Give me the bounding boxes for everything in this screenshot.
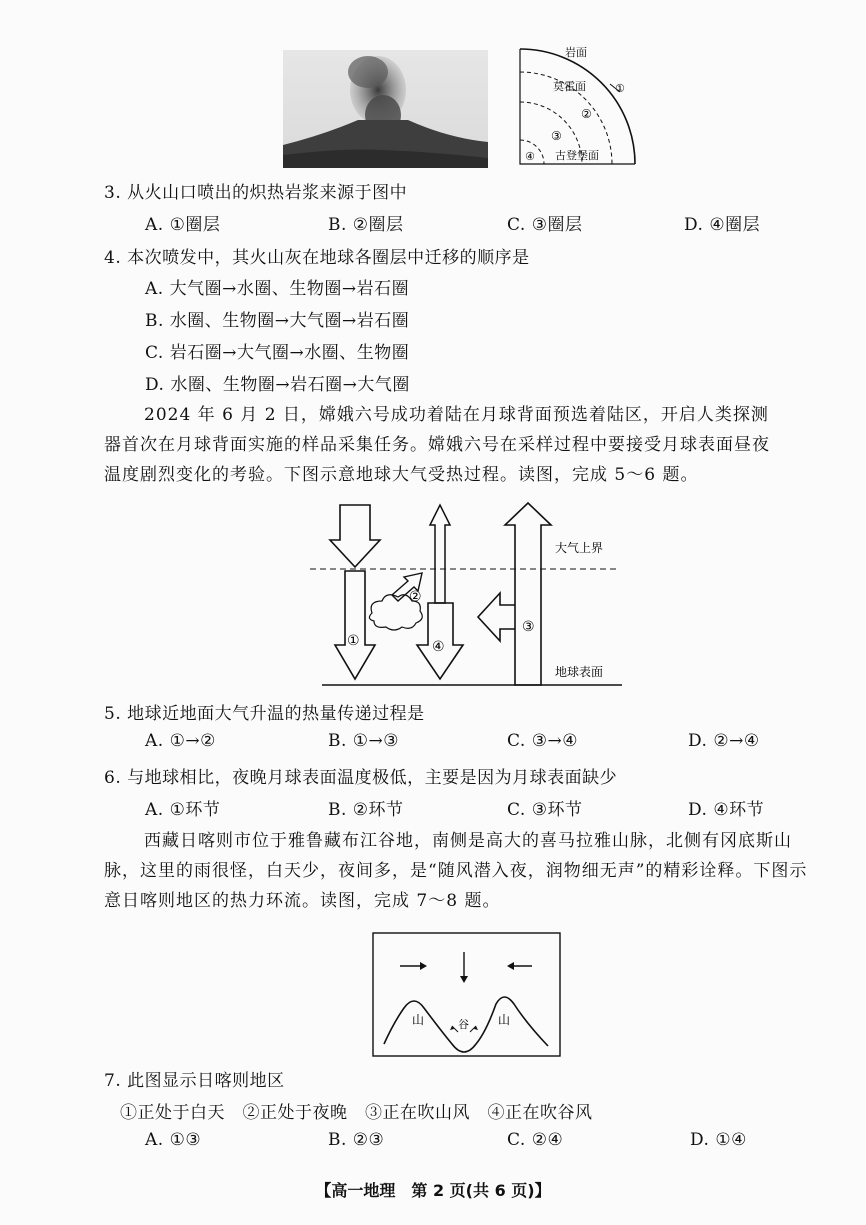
q7-choices: ①正处于白天 ②正处于夜晚 ③正在吹山风 ④正在吹谷风 (120, 1103, 593, 1123)
q3-option-c[interactable]: C. ③圈层 (507, 215, 583, 235)
earth-layers-diagram (515, 44, 640, 169)
q5-option-d[interactable]: D. ②→④ (688, 731, 760, 751)
q4-option-a[interactable]: A. 大气圈→水圈、生物圈→岩石圈 (145, 279, 410, 299)
q6-option-d[interactable]: D. ④环节 (688, 800, 765, 820)
valley-circulation-diagram (372, 932, 562, 1058)
atmospheric-heating-diagram (300, 495, 630, 695)
passage-chang-e-6: 2024 年 6 月 2 日，嫦娥六号成功着陆在月球背面预选着陆区，开启人类探测器首次在月球背面实施的样品采集任务。嫦娥六号在采样过程中要接受月球表面昼夜温度剧烈变化的考验。下图示意地球大气受热过程。读图，完成 5～6 题。 (104, 405, 770, 485)
passage-shigatse: 西藏日喀则市位于雅鲁藏布江谷地，南侧是高大的喜马拉雅山脉，北侧有冈底斯山脉，这里的雨很怪，白天少，夜间多，是“随风潜入夜，润物细无声”的精彩诠释。下图示意日喀则地区的热力环流。读图，完成 7～8 题。 (104, 831, 808, 911)
q7-option-c[interactable]: C. ②④ (507, 1130, 564, 1150)
q5-stem: 5. 地球近地面大气升温的热量传递过程是 (104, 704, 425, 724)
q7-option-d[interactable]: D. ①④ (690, 1130, 747, 1150)
q4-option-b[interactable]: B. 水圈、生物圈→大气圈→岩石圈 (145, 311, 410, 331)
q4-option-d[interactable]: D. 水圈、生物圈→岩石圈→大气圈 (145, 375, 410, 395)
q6-option-c[interactable]: C. ③环节 (507, 800, 583, 820)
volcano-photo (283, 50, 488, 168)
marker-4: ④ (432, 639, 445, 655)
marker-1: ① (347, 633, 360, 649)
mountain-right-label: 山 (498, 1013, 511, 1027)
q5-option-c[interactable]: C. ③→④ (507, 731, 578, 751)
marker-3: ③ (522, 619, 535, 635)
moho-label: 莫霍面 (553, 80, 586, 93)
rock-surface-label: 岩面 (565, 46, 587, 59)
q7-option-a[interactable]: A. ①③ (145, 1130, 202, 1150)
q4-stem: 4. 本次喷发中，其火山灰在地球各圈层中迁移的顺序是 (104, 248, 530, 268)
q5-option-a[interactable]: A. ①→② (145, 731, 216, 751)
q3-option-d[interactable]: D. ④圈层 (684, 215, 761, 235)
mountain-left-label: 山 (412, 1013, 425, 1027)
layer-2-marker: ② (581, 107, 592, 121)
q7-stem: 7. 此图显示日喀则地区 (104, 1071, 285, 1091)
q3-option-b[interactable]: B. ②圈层 (328, 215, 404, 235)
marker-2: ② (409, 589, 422, 605)
earth-surface-label: 地球表面 (555, 665, 604, 679)
layer-1-marker: ① (615, 82, 625, 95)
atmosphere-top-label: 大气上界 (555, 541, 604, 555)
q6-option-a[interactable]: A. ①环节 (145, 800, 221, 820)
q5-option-b[interactable]: B. ①→③ (328, 731, 400, 751)
q4-option-c[interactable]: C. 岩石圈→大气圈→水圈、生物圈 (145, 343, 410, 363)
valley-label: 谷 (458, 1018, 469, 1031)
q3-option-a[interactable]: A. ①圈层 (145, 215, 221, 235)
q6-option-b[interactable]: B. ②环节 (328, 800, 404, 820)
gutenberg-label: 古登堡面 (555, 149, 599, 162)
q7-option-b[interactable]: B. ②③ (328, 1130, 385, 1150)
layer-4-marker: ④ (525, 150, 535, 163)
layer-3-marker: ③ (551, 129, 562, 143)
page-footer: 【高一地理 第 2 页(共 6 页)】 (315, 1181, 551, 1200)
q3-stem: 3. 从火山口喷出的炽热岩浆来源于图中 (104, 183, 408, 203)
q6-stem: 6. 与地球相比，夜晚月球表面温度极低，主要是因为月球表面缺少 (104, 768, 618, 788)
